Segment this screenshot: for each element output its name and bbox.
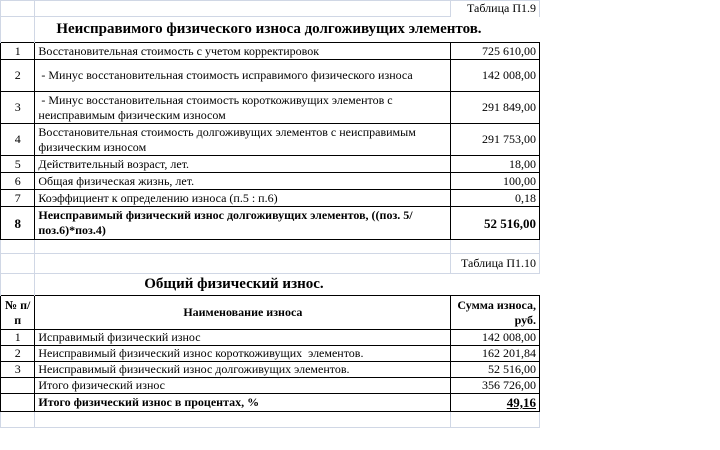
cell[interactable] <box>1 378 35 394</box>
table2-title-row <box>1 274 540 296</box>
row-name[interactable]: Неисправимый физический износ долгоживущих элементов, ((поз. 5/поз.6)*поз.4) <box>35 207 451 240</box>
row-number[interactable]: 2 <box>1 60 35 92</box>
row-number[interactable]: 8 <box>1 207 35 240</box>
table2-row <box>1 362 540 378</box>
header-name[interactable]: Наименование износа <box>35 296 451 330</box>
table1-row-result <box>1 207 540 240</box>
table1-row <box>1 92 540 124</box>
row-value[interactable]: 142 008,00 <box>451 60 540 92</box>
row-value[interactable]: 18,00 <box>451 156 540 173</box>
row-value[interactable]: 52 516,00 <box>451 207 540 240</box>
header-number[interactable]: № п/п <box>1 296 35 330</box>
spacer-row <box>1 412 540 428</box>
row-number[interactable]: 2 <box>1 346 35 362</box>
row-value[interactable]: 0,18 <box>451 190 540 207</box>
cell[interactable] <box>451 412 540 428</box>
cell[interactable] <box>1 17 35 43</box>
cell[interactable] <box>35 412 451 428</box>
cell[interactable] <box>451 240 540 254</box>
cell[interactable] <box>1 412 35 428</box>
row-number[interactable]: 1 <box>1 43 35 60</box>
row-name[interactable]: Исправимый физический износ <box>35 330 451 346</box>
table1-row <box>1 173 540 190</box>
row-value[interactable]: 725 610,00 <box>451 43 540 60</box>
row-name[interactable]: Неисправимый физический износ долгоживущих элементов. <box>35 362 451 378</box>
percent-name[interactable]: Итого физический износ в процентах, % <box>35 394 451 412</box>
row-number[interactable]: 5 <box>1 156 35 173</box>
table1-caption[interactable]: Таблица П1.9 <box>451 1 540 17</box>
row-name[interactable]: - Минус восстановительная стоимость короткоживущих элементов с неисправимым физическим износом <box>35 92 451 124</box>
row-number[interactable]: 3 <box>1 92 35 124</box>
row-name[interactable]: Восстановительная стоимость долгоживущих элементов с неисправимым физическим износом <box>35 124 451 156</box>
cell[interactable] <box>35 254 451 274</box>
row-value[interactable]: 52 516,00 <box>451 362 540 378</box>
percent-value: 49,16 <box>506 395 536 410</box>
table2-caption[interactable]: Таблица П1.10 <box>451 254 540 274</box>
row-value[interactable]: 100,00 <box>451 173 540 190</box>
row-value[interactable]: 291 849,00 <box>451 92 540 124</box>
spacer-row <box>1 240 540 254</box>
row-number[interactable]: 7 <box>1 190 35 207</box>
row-name[interactable]: Восстановительная стоимость с учетом корректировок <box>35 43 451 60</box>
cell[interactable] <box>1 254 35 274</box>
cell[interactable] <box>1 1 35 17</box>
table2-caption-row <box>1 254 540 274</box>
row-value[interactable]: 142 008,00 <box>451 330 540 346</box>
table1-row <box>1 156 540 173</box>
cell[interactable] <box>35 1 451 17</box>
percent-cell[interactable] <box>451 394 540 412</box>
table2-percent-row <box>1 394 540 412</box>
table2-row <box>1 346 540 362</box>
row-number[interactable]: 6 <box>1 173 35 190</box>
cell[interactable] <box>35 240 451 254</box>
row-value[interactable]: 162 201,84 <box>451 346 540 362</box>
table2-header-row <box>1 296 540 330</box>
table1-row <box>1 190 540 207</box>
table1-row <box>1 124 540 156</box>
row-value[interactable]: 291 753,00 <box>451 124 540 156</box>
row-name[interactable]: Коэффициент к определению износа (п.5 : п.6) <box>35 190 451 207</box>
table2-row <box>1 330 540 346</box>
cell[interactable] <box>1 240 35 254</box>
total-name[interactable]: Итого физический износ <box>35 378 451 394</box>
table1-title-row <box>1 17 540 43</box>
table1-title[interactable]: Неисправимого физического износа долгоживущих элементов. <box>56 21 482 37</box>
row-name[interactable]: Действительный возраст, лет. <box>35 156 451 173</box>
total-value[interactable]: 356 726,00 <box>451 378 540 394</box>
row-name[interactable]: - Минус восстановительная стоимость исправимого физического износа <box>35 60 451 92</box>
table1-caption-row <box>1 1 540 17</box>
table1-row <box>1 43 540 60</box>
row-number[interactable]: 3 <box>1 362 35 378</box>
table2-total-row <box>1 378 540 394</box>
row-name[interactable]: Неисправимый физический износ короткоживущих элементов. <box>35 346 451 362</box>
table1-row <box>1 60 540 92</box>
table2-title[interactable]: Общий физический износ. <box>144 276 324 292</box>
row-name[interactable]: Общая физическая жизнь, лет. <box>35 173 451 190</box>
cell[interactable] <box>1 274 35 296</box>
row-number[interactable]: 1 <box>1 330 35 346</box>
row-number[interactable]: 4 <box>1 124 35 156</box>
cell[interactable] <box>1 394 35 412</box>
header-sum[interactable]: Сумма износа, руб. <box>451 296 540 330</box>
